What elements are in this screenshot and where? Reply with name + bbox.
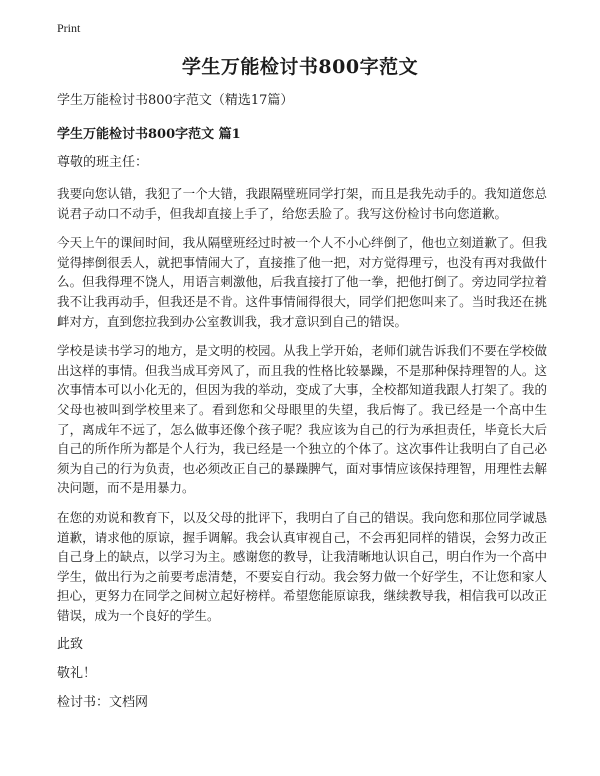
paragraph: 今天上午的课间时间，我从隔壁班经过时被一个人不小心绊倒了，他也立刻道歉了。但我觉得摔倒很丢人，就把事情闹大了，直接推了他一把，对方觉得理亏，也没有再对我做什么。但我得理不饶人，用语言刺激他，后我直接打了他一拳，把他打倒了。旁边同学拉着我不让我再动手，但我还是不肯。这件事情闹得很大，同学们把您叫来了。当时我还在挑衅对方，直到您拉我到办公室教训我，我才意识到自己的错误。 [57,235,547,329]
salutation: 尊敬的班主任： [57,155,149,170]
closing-line: 敬礼！ [57,666,97,682]
closing-line: 此致 [57,637,84,653]
document-subtitle: 学生万能检讨书800字范文（精选17篇） [57,93,294,108]
paragraph: 我要向您认错，我犯了一个大错，我跟隔壁班同学打架，而且是我先动手的。我知道您总说君子动口不动手，但我却直接上手了，给您丢脸了。我写这份检讨书向您道歉。 [57,186,547,221]
document-body [57,91,547,713]
paragraph: 学校是读书学习的地方，是文明的校园。从我上学开始，老师们就告诉我们不要在学校做出这样的事情。但我当成耳旁风了，而且我的性格比较暴躁，不是那种保持理智的人。这次事情本可以小化无的，但因为我的举动，变成了大事，全校都知道我跟人打架了。我的父母也被叫到学校里来了。看到您和父母眼里的失望，我后悔了。我已经是一个高中生了，离成年不远了，怎么做事还像个孩子呢？我应该为自己的行为承担责任，毕竟长大后自己的所作所为都是个人行为，我已经是一个独立的个体了。这次事件让我明白了自己必须为自己的行为负责，也必须改正自己的暴躁脾气，面对事情应该保持理智，用理性去解决问题，而不是用暴力。 [57,343,547,496]
paragraph: 在您的劝说和教育下，以及父母的批评下，我明白了自己的错误。我向您和那位同学诚恳道歉，请求他的原谅，握手调解。我会认真审视自己，不会再犯同样的错误，会努力改正自己身上的缺点，以学习为主。感谢您的教导，让我清晰地认识自己，明白作为一个高中学生，做出行为之前要考虑清楚，不要妄自行动。我会努力做一个好学生，不让您和家人担心，更努力在同学之间树立起好榜样。希望您能原谅我，继续教导我，相信我可以改正错误，成为一个良好的学生。 [57,509,547,623]
signature: 检讨书：文档网 [57,695,149,711]
page-title: 学生万能检讨书800字范文 [181,56,419,78]
print-label: Print [57,21,81,35]
section-heading: 学生万能检讨书800字范文 篇1 [57,127,241,142]
